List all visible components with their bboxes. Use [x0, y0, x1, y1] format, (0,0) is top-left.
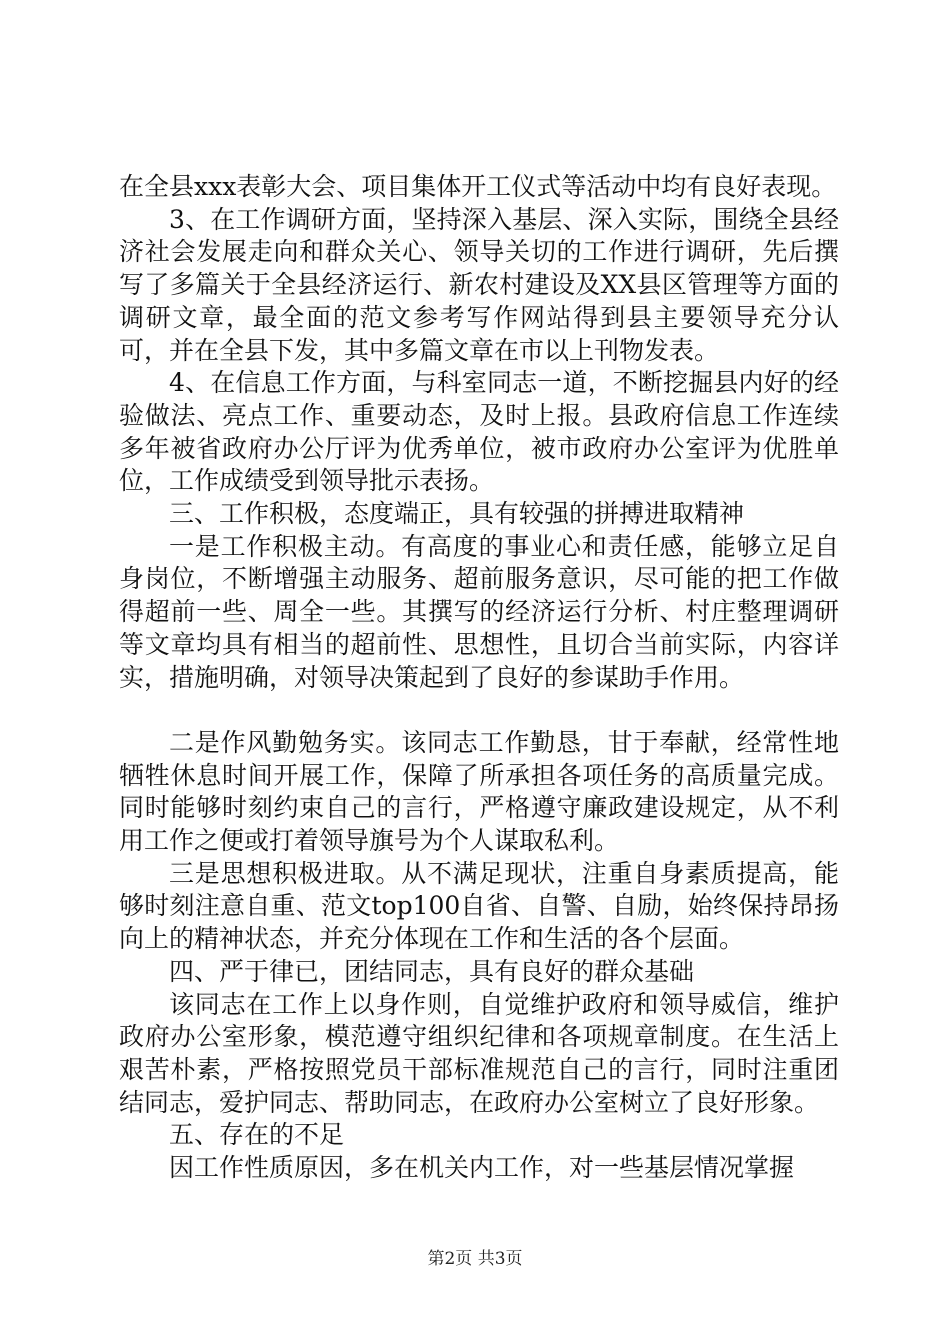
paragraph-3: 4、在信息工作方面，与科室同志一道，不断挖掘县内好的经验做法、亮点工作、重要动态，及时上报。县政府信息工作连续多年被省政府办公厅评为优秀单位，被市政府办公室评为优胜单位，工作成绩受到领导批示表扬。 — [119, 368, 839, 496]
paragraph-1: 在全县xxx表彰大会、项目集体开工仪式等活动中均有良好表现。 — [119, 172, 837, 201]
page-number-footer: 第2页 共3页 — [427, 1249, 523, 1269]
paragraph-2: 3、在工作调研方面，坚持深入基层、深入实际，围绕全县经济社会发展走向和群众关心、领导关切的工作进行调研，先后撰写了多篇关于全县经济运行、新农村建设及XX县区管理等方面的调研文章，最全面的范文参考写作网站得到县主要领导充分认可，并在全县下发，其中多篇文章在市以上刊物发表。 — [119, 204, 839, 365]
section-heading-3: 三、工作积极，态度端正，具有较强的拼搏进取精神 — [169, 499, 745, 529]
paragraph-spacer — [119, 694, 839, 727]
paragraph-7: 该同志在工作上以身作则，自觉维护政府和领导威信，维护政府办公室形象，模范遵守组织纪律和各项规章制度。在生活上艰苦朴素，严格按照党员干部标准规范自己的言行，同时注重团结同志，爱护同志、帮助同志，在政府办公室树立了良好形象。 — [119, 989, 839, 1117]
paragraph-8: 因工作性质原因，多在机关内工作，对一些基层情况掌握 — [169, 1153, 795, 1183]
paragraph-6: 三是思想积极进取。从不满足现状，注重自身素质提高，能够时刻注意自重、范文top100自省、自警、自励，始终保持昂扬向上的精神状态，并充分体现在工作和生活的各个层面。 — [119, 858, 839, 954]
paragraph-5: 二是作风勤勉务实。该同志工作勤恳，甘于奉献，经常性地牺牲休息时间开展工作，保障了所承担各项任务的高质量完成。同时能够时刻约束自己的言行，严格遵守廉政建设规定，从不利用工作之便或打着领导旗号为个人谋取私利。 — [119, 727, 839, 856]
section-heading-5: 五、存在的不足 — [169, 1120, 345, 1150]
section-heading-4: 四、严于律已，团结同志，具有良好的群众基础 — [169, 956, 695, 986]
paragraph-4: 一是工作积极主动。有高度的事业心和责任感，能够立足自身岗位，不断增强主动服务、超前服务意识，尽可能的把工作做得超前一些、周全一些。其撰写的经济运行分析、村庄整理调研等文章均具有相当的超前性、思想性，且切合当前实际，内容详实，措施明确，对领导决策起到了良好的参谋助手作用。 — [119, 531, 839, 692]
document-body — [119, 171, 839, 1185]
